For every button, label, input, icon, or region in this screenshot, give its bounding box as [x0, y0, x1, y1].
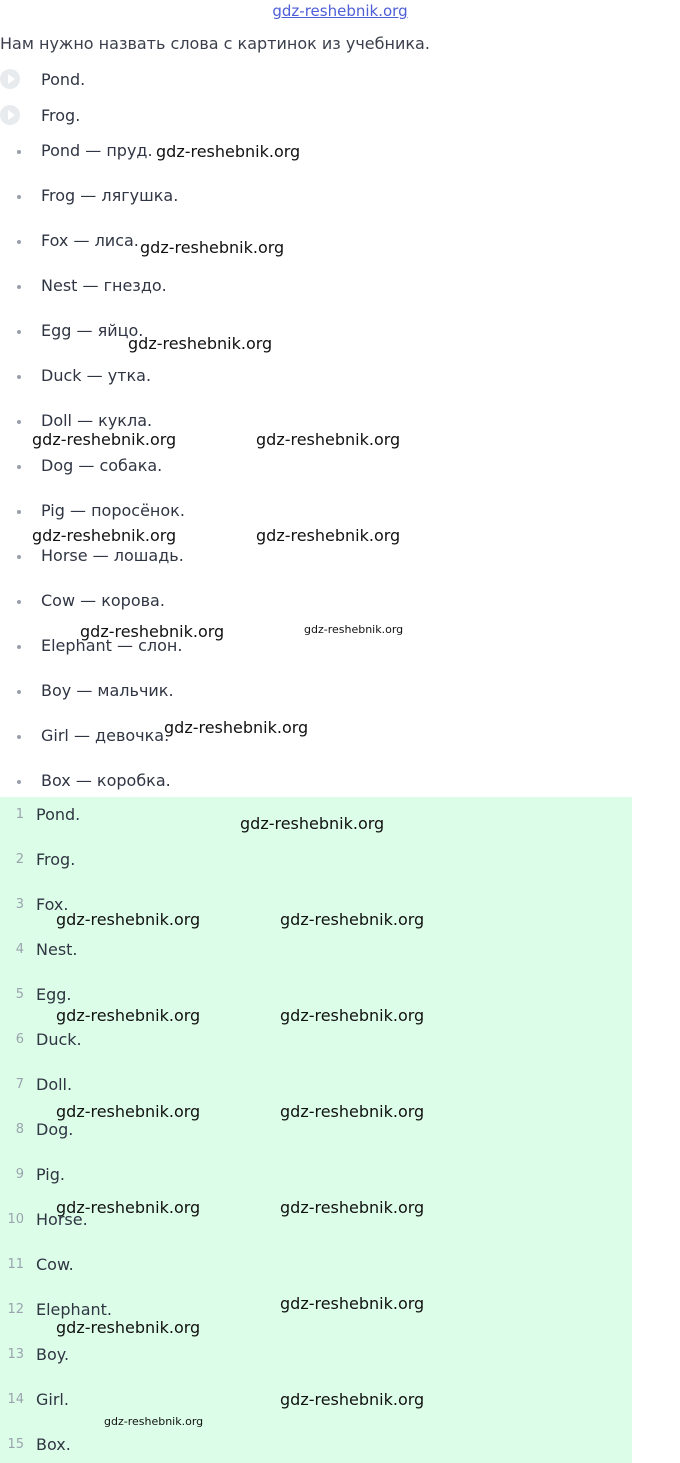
list-item-text: Doll — кукла. [41, 411, 153, 430]
line-number: 14 [7, 1392, 24, 1407]
line-number: 9 [15, 1167, 24, 1182]
bullet-icon [17, 285, 21, 289]
line-number: 1 [15, 807, 24, 822]
line-number: 3 [15, 897, 24, 912]
list-item-text: Boy — мальчик. [41, 681, 174, 700]
list-item-text: Duck — утка. [41, 366, 152, 385]
numbered-row-text: Elephant. [36, 1300, 112, 1319]
line-number: 15 [7, 1437, 24, 1452]
watermark-text: gdz-reshebnik.org [32, 526, 177, 545]
numbered-row-text: Dog. [36, 1120, 74, 1139]
watermark-text: gdz-reshebnik.org [164, 718, 309, 737]
numbered-row-text: Horse. [36, 1210, 88, 1229]
watermark-text: gdz-reshebnik.org [280, 1102, 425, 1121]
list-item-text: Girl — девочка. [41, 726, 170, 745]
line-number: 5 [15, 987, 24, 1002]
numbered-row-text: Duck. [36, 1030, 82, 1049]
line-number: 4 [15, 942, 24, 957]
watermark-text: gdz-reshebnik.org [56, 1006, 201, 1025]
list-item-text: Fox — лиса. [41, 231, 139, 250]
watermark-text: gdz-reshebnik.org [280, 910, 425, 929]
list-item-text: Pig — поросёнок. [41, 501, 185, 520]
bullet-icon [17, 330, 21, 334]
numbered-row-text: Pond. [36, 805, 81, 824]
watermark-text: gdz-reshebnik.org [140, 238, 285, 257]
watermark-text: gdz-reshebnik.org [32, 430, 177, 449]
bullet-icon [17, 645, 21, 649]
bullet-icon [17, 555, 21, 559]
watermark-text: gdz-reshebnik.org [56, 1318, 201, 1337]
numbered-row-text: Box. [36, 1435, 71, 1454]
watermark-text: gdz-reshebnik.org [280, 1390, 425, 1409]
bullet-icon [17, 375, 21, 379]
watermark-text: gdz-reshebnik.org [256, 430, 401, 449]
bullet-icon [17, 420, 21, 424]
play-icon[interactable] [0, 69, 20, 89]
numbered-row-text: Boy. [36, 1345, 70, 1364]
watermark-text: gdz-reshebnik.org [280, 1198, 425, 1217]
line-number: 6 [15, 1032, 24, 1047]
watermark-text: gdz-reshebnik.org [280, 1294, 425, 1313]
watermark-text: gdz-reshebnik.org [240, 814, 385, 833]
watermark-text: gdz-reshebnik.org [280, 1006, 425, 1025]
audio-item-label: Frog. [41, 105, 81, 125]
list-item-text: Pond — пруд. [41, 141, 153, 160]
bullet-icon [17, 195, 21, 199]
line-number: 13 [7, 1347, 24, 1362]
watermark-text: gdz-reshebnik.org [128, 334, 273, 353]
numbered-row-text: Pig. [36, 1165, 65, 1184]
bullet-icon [17, 735, 21, 739]
bullet-icon [17, 240, 21, 244]
numbered-row-text: Frog. [36, 850, 76, 869]
watermark-text: gdz-reshebnik.org [304, 623, 404, 636]
watermark-text: gdz-reshebnik.org [156, 142, 301, 161]
list-item-text: Frog — лягушка. [41, 186, 179, 205]
intro-text: Нам нужно назвать слова с картинок из учебника. [0, 34, 430, 53]
numbered-row-text: Girl. [36, 1390, 69, 1409]
list-item-text: Box — коробка. [41, 771, 171, 790]
watermark-text: gdz-reshebnik.org [80, 622, 225, 641]
list-item-text: Horse — лошадь. [41, 546, 184, 565]
line-number: 2 [15, 852, 24, 867]
play-icon[interactable] [0, 105, 20, 125]
numbered-row-text: Cow. [36, 1255, 74, 1274]
list-item-text: Egg — яйцо. [41, 321, 144, 340]
audio-item[interactable] [0, 104, 81, 126]
line-number: 8 [15, 1122, 24, 1137]
watermark-text: gdz-reshebnik.org [56, 910, 201, 929]
watermark-text: gdz-reshebnik.org [256, 526, 401, 545]
list-item-text: Nest — гнездо. [41, 276, 167, 295]
bullet-icon [17, 510, 21, 514]
bullet-icon [17, 150, 21, 154]
watermark-text: gdz-reshebnik.org [56, 1198, 201, 1217]
line-number: 10 [7, 1212, 24, 1227]
list-item-text: Dog — собака. [41, 456, 163, 475]
bullet-icon [17, 465, 21, 469]
audio-item-label: Pond. [41, 69, 86, 89]
bullet-icon [17, 600, 21, 604]
numbered-row-text: Nest. [36, 940, 78, 959]
answer-block [0, 797, 632, 1463]
numbered-row-text: Egg. [36, 985, 72, 1004]
line-number: 7 [15, 1077, 24, 1092]
list-item-text: Elephant — слон. [41, 636, 183, 655]
audio-item[interactable] [0, 68, 86, 90]
bullet-icon [17, 690, 21, 694]
bullet-icon [17, 780, 21, 784]
list-item-text: Cow — корова. [41, 591, 165, 610]
line-number: 12 [7, 1302, 24, 1317]
numbered-row-text: Fox. [36, 895, 69, 914]
site-header-link[interactable]: gdz-reshebnik.org [272, 2, 408, 20]
watermark-text: gdz-reshebnik.org [104, 1415, 204, 1428]
watermark-text: gdz-reshebnik.org [56, 1102, 201, 1121]
line-number: 11 [7, 1257, 24, 1272]
numbered-row-text: Doll. [36, 1075, 73, 1094]
